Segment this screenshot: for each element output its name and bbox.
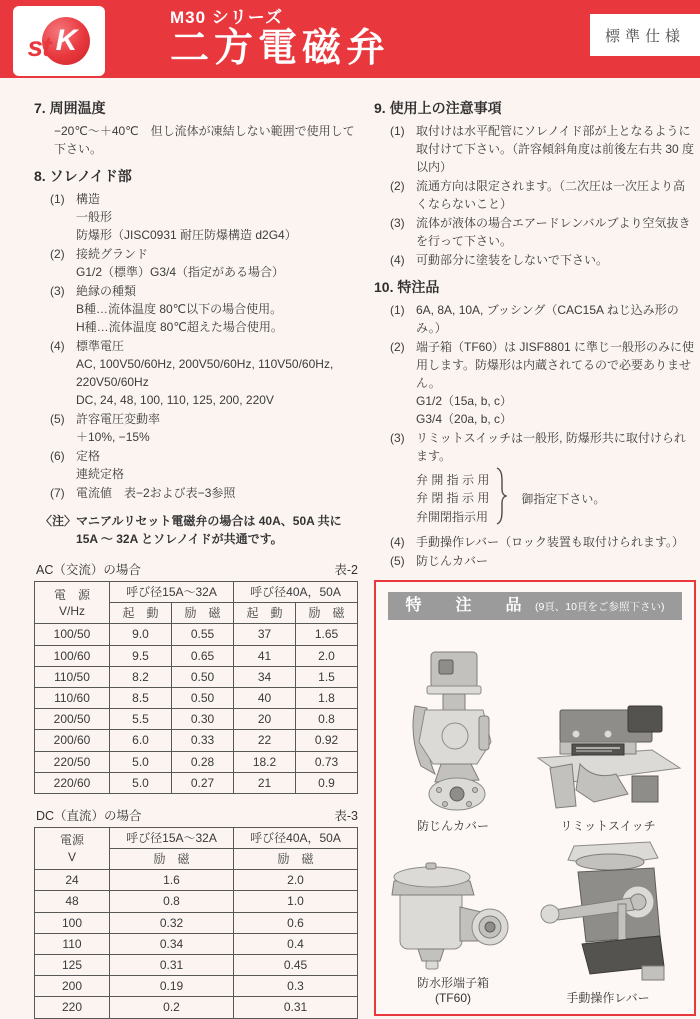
row-header-cell: 110/60 <box>35 687 110 708</box>
list-item <box>390 177 696 213</box>
value-cell: 0.34 <box>110 933 234 954</box>
item-subline: ＋10%, −15% <box>76 430 150 444</box>
list-item <box>50 447 358 483</box>
item-number: (5) <box>50 412 65 426</box>
special-order-list <box>374 301 696 570</box>
item-subline: AC, 100V50/60Hz, 200V50/60Hz, 110V50/60Hz, 220V50/60Hz <box>76 357 334 389</box>
col-header-source: 電源 V <box>35 827 110 869</box>
col-header-inrush: 起 動 <box>234 603 296 624</box>
table-row <box>35 709 358 730</box>
value-cell: 40 <box>234 687 296 708</box>
item-body <box>416 338 696 428</box>
page-content <box>0 78 700 1019</box>
table-row <box>35 751 358 772</box>
table-row <box>35 912 358 933</box>
item-text: 手動操作レバー（ロック装置も取付けられます。） <box>416 535 684 549</box>
item-subline: DC, 24, 48, 100, 110, 125, 200, 220V <box>76 393 274 407</box>
table-row <box>35 772 358 793</box>
value-cell: 0.31 <box>110 955 234 976</box>
row-header-cell: 100 <box>35 912 110 933</box>
logo-k-mark-icon: K <box>42 17 90 65</box>
value-cell: 6.0 <box>110 730 172 751</box>
row-header-cell: 100/60 <box>35 645 110 666</box>
item-text: 構造 <box>76 192 101 206</box>
manual-lever-photo-illustration <box>534 840 682 988</box>
list-item <box>390 251 696 269</box>
item-text: 標準電圧 <box>76 339 125 353</box>
value-cell: 0.8 <box>296 709 358 730</box>
photo-caption: リミットスイッチ <box>560 819 656 834</box>
item-text: 定格 <box>76 449 101 463</box>
photo-grid <box>388 628 682 1006</box>
item-subline: G3/4（20a, b, c） <box>416 412 513 426</box>
limit-switch-photo-illustration <box>532 698 684 816</box>
photo-terminal-box <box>388 834 518 1006</box>
value-cell: 0.45 <box>234 955 358 976</box>
company-logo <box>13 6 105 76</box>
value-cell: 18.2 <box>234 751 296 772</box>
item-body <box>76 282 358 336</box>
value-cell: 1.65 <box>296 624 358 645</box>
table-row <box>35 624 358 645</box>
value-cell: 0.6 <box>234 912 358 933</box>
value-cell: 0.65 <box>172 645 234 666</box>
item-number: (2) <box>50 247 65 261</box>
value-cell: 0.28 <box>172 751 234 772</box>
row-header-cell: 100/50 <box>35 624 110 645</box>
table-number-tag: 表-3 <box>334 808 358 823</box>
section-heading: 7. 周囲温度 <box>34 100 106 116</box>
item-body <box>416 533 696 551</box>
col-header-holding: 励 磁 <box>234 849 358 870</box>
item-subline: G1/2（15a, b, c） <box>416 394 513 408</box>
photo-limit-switch <box>532 628 684 834</box>
row-header-cell: 24 <box>35 870 110 891</box>
indicator-option-lines <box>416 471 489 527</box>
table-row <box>35 891 358 912</box>
item-subline: 一般形 <box>76 210 113 224</box>
value-cell: 5.5 <box>110 709 172 730</box>
dc-current-table <box>34 827 358 1019</box>
item-text: 取付けは水平配管にソレノイド部が上となるように取付けて下さい。（許容傾斜角度は前後左右共 30 度以内） <box>416 124 695 174</box>
item-subline: 防爆形（JISC0931 耐圧防爆構造 d2G4） <box>76 228 297 242</box>
table-row <box>35 933 358 954</box>
col-group-15-32: 呼び径15A〜32A <box>110 827 234 848</box>
row-header-cell: 125 <box>35 955 110 976</box>
item-text: 可動部分に塗装をしないで下さい。 <box>416 253 609 267</box>
item-number: (3) <box>390 431 405 445</box>
standard-spec-badge: 標準仕様 <box>590 14 700 56</box>
section-heading: 10. 特注品 <box>374 279 440 295</box>
series-label: M30 シリーズ <box>170 8 283 27</box>
value-cell: 0.19 <box>110 976 234 997</box>
item-subline: B種…流体温度 80℃以下の場合使用。 <box>76 302 283 316</box>
value-cell: 0.31 <box>234 997 358 1018</box>
photo-caption: 防水形端子箱 (TF60) <box>416 976 489 1006</box>
value-cell: 1.0 <box>234 891 358 912</box>
value-cell: 0.50 <box>172 666 234 687</box>
list-item <box>50 484 358 502</box>
row-header-cell: 220/50 <box>35 751 110 772</box>
value-cell: 0.9 <box>296 772 358 793</box>
special-products-photo-box <box>374 580 696 1016</box>
item-body <box>76 410 358 446</box>
item-text: 端子箱（TF60）は JISF8801 に準じ一般形のみに使用します。防爆形は内蔵されてるので必要ありません。 <box>416 340 695 390</box>
value-cell: 37 <box>234 624 296 645</box>
section-usage-precautions <box>374 98 696 269</box>
row-header-cell: 110 <box>35 933 110 954</box>
item-text: 防じんカバー <box>416 554 489 568</box>
ac-current-table-block <box>34 560 358 794</box>
value-cell: 0.8 <box>110 891 234 912</box>
value-cell: 0.33 <box>172 730 234 751</box>
item-body <box>416 301 696 337</box>
col-header-inrush: 起 動 <box>110 603 172 624</box>
item-number: (1) <box>390 303 405 317</box>
table-caption: AC（交流）の場合 表-2 <box>36 560 358 578</box>
item-body <box>416 251 696 269</box>
item-body <box>76 190 358 244</box>
precaution-list <box>374 122 696 269</box>
col-group-15-32: 呼び径15A〜32A <box>110 582 234 603</box>
photo-caption: 防じんカバー <box>416 819 489 834</box>
value-cell: 0.55 <box>172 624 234 645</box>
col-header-source: 電 源 V/Hz <box>35 582 110 624</box>
list-item <box>50 190 358 244</box>
value-cell: 8.5 <box>110 687 172 708</box>
item-text: 流体が液体の場合エアードレンバルブより空気抜きを行って下さい。 <box>416 216 691 248</box>
table-caption: DC（直流）の場合 表-3 <box>36 806 358 824</box>
row-header-cell: 200/60 <box>35 730 110 751</box>
list-item <box>390 552 696 570</box>
right-column <box>374 90 696 1019</box>
photo-caption: 手動操作レバー <box>566 991 650 1006</box>
row-header-cell: 200/50 <box>35 709 110 730</box>
item-number: (1) <box>50 192 65 206</box>
item-text: リミットスイッチは一般形, 防爆形共に取付けられます。 <box>416 431 686 463</box>
valve-indicator-options <box>416 467 696 530</box>
item-body <box>76 447 358 483</box>
list-item <box>50 410 358 446</box>
list-item <box>50 245 358 281</box>
value-cell: 41 <box>234 645 296 666</box>
value-cell: 5.0 <box>110 772 172 793</box>
section-heading: 9. 使用上の注意事項 <box>374 100 502 116</box>
item-number: (6) <box>50 449 65 463</box>
logo-st-text: st <box>27 31 51 62</box>
header-band <box>0 0 700 78</box>
item-text: 6A, 8A, 10A, ブッシング（CAC15A ねじ込み形のみ。） <box>416 303 679 335</box>
value-cell: 0.2 <box>110 997 234 1018</box>
value-cell: 0.92 <box>296 730 358 751</box>
dc-current-table-block <box>34 806 358 1019</box>
photo-manual-lever <box>532 834 684 1006</box>
indicator-option: 弁 閉 指 示 用 <box>416 491 490 506</box>
item-body <box>416 214 696 250</box>
item-number: (2) <box>390 179 405 193</box>
value-cell: 20 <box>234 709 296 730</box>
value-cell: 34 <box>234 666 296 687</box>
value-cell: 0.32 <box>110 912 234 933</box>
list-item <box>50 337 358 409</box>
col-header-holding: 励 磁 <box>110 849 234 870</box>
table-row <box>35 645 358 666</box>
value-cell: 0.27 <box>172 772 234 793</box>
left-column <box>34 90 358 1019</box>
item-text: 許容電圧変動率 <box>76 412 161 426</box>
value-cell: 9.0 <box>110 624 172 645</box>
value-cell: 8.2 <box>110 666 172 687</box>
col-header-holding: 励 磁 <box>296 603 358 624</box>
item-body <box>416 122 696 176</box>
col-group-40-50: 呼び径40A，50A <box>234 827 358 848</box>
list-item <box>390 301 696 337</box>
dust-cover-photo-illustration <box>401 646 505 816</box>
list-item <box>390 429 696 532</box>
row-header-cell: 200 <box>35 976 110 997</box>
table-row <box>35 687 358 708</box>
value-cell: 0.3 <box>234 976 358 997</box>
list-item <box>390 214 696 250</box>
item-text: 電流値 表−2および表−3参照 <box>76 486 236 500</box>
indicator-note: 御指定下さい。 <box>521 491 606 506</box>
list-item <box>50 282 358 336</box>
item-text: 絶縁の種類 <box>76 284 137 298</box>
col-group-40-50: 呼び径40A，50A <box>234 582 358 603</box>
item-body <box>76 337 358 409</box>
value-cell: 2.0 <box>234 870 358 891</box>
table-row <box>35 976 358 997</box>
item-body <box>76 484 358 502</box>
item-subline: H種…流体温度 80℃超えた場合使用。 <box>76 320 283 334</box>
item-body <box>76 245 358 281</box>
photo-dust-cover <box>388 628 518 834</box>
page-title: 二方電磁弁 <box>170 27 391 70</box>
value-cell: 21 <box>234 772 296 793</box>
value-cell: 22 <box>234 730 296 751</box>
table-row <box>35 870 358 891</box>
indicator-option: 弁 開 指 示 用 <box>416 472 490 487</box>
value-cell: 0.50 <box>172 687 234 708</box>
section-body-text: −20℃〜＋40℃ 但し流体が凍結しない範囲で使用して下さい。 <box>54 124 355 156</box>
value-cell: 0.73 <box>296 751 358 772</box>
brace-icon <box>495 467 507 530</box>
item-text: 接続グランド <box>76 247 149 261</box>
item-number: (4) <box>390 253 405 267</box>
row-header-cell: 220/60 <box>35 772 110 793</box>
table-number-tag: 表-2 <box>334 563 358 577</box>
item-number: (2) <box>390 340 405 354</box>
item-number: (3) <box>50 284 65 298</box>
item-number: (3) <box>390 216 405 230</box>
solenoid-spec-list <box>34 190 358 502</box>
value-cell: 0.30 <box>172 709 234 730</box>
section-special-order-items <box>374 277 696 570</box>
section-solenoid <box>34 166 358 502</box>
list-item <box>390 338 696 428</box>
item-text: 流通方向は限定されます。（二次圧は一次圧より高くならないこと） <box>416 179 686 211</box>
table-row <box>35 730 358 751</box>
manual-reset-note: 〈注〉 マニアルリセット電磁弁の場合は 40A、50A 共に 15A 〜 32A とソレノイドが共通です。 <box>40 514 342 546</box>
col-header-holding: 励 磁 <box>172 603 234 624</box>
table-row <box>35 955 358 976</box>
value-cell: 1.5 <box>296 666 358 687</box>
item-subline: G1/2（標準）G3/4（指定がある場合） <box>76 265 285 279</box>
row-header-cell: 220 <box>35 997 110 1018</box>
section-heading: 8. ソレノイド部 <box>34 168 132 184</box>
value-cell: 1.6 <box>110 870 234 891</box>
value-cell: 9.5 <box>110 645 172 666</box>
row-header-cell: 110/50 <box>35 666 110 687</box>
row-header-cell: 48 <box>35 891 110 912</box>
item-number: (7) <box>50 486 65 500</box>
value-cell: 0.4 <box>234 933 358 954</box>
photo-box-header: 特 注 品 (9頁、10頁をご参照下さい) <box>388 592 682 620</box>
title-block <box>170 3 390 68</box>
item-number: (1) <box>390 124 405 138</box>
table-row <box>35 666 358 687</box>
item-body <box>416 177 696 213</box>
list-item <box>390 122 696 176</box>
item-number: (5) <box>390 554 405 568</box>
value-cell: 1.8 <box>296 687 358 708</box>
item-body <box>416 552 696 570</box>
value-cell: 5.0 <box>110 751 172 772</box>
item-number: (4) <box>390 535 405 549</box>
item-number: (4) <box>50 339 65 353</box>
ac-current-table <box>34 581 358 794</box>
indicator-option: 弁開閉指示用 <box>416 509 489 524</box>
value-cell: 2.0 <box>296 645 358 666</box>
item-body <box>416 429 696 532</box>
item-subline: 連続定格 <box>76 467 125 481</box>
terminal-box-photo-illustration <box>388 861 518 973</box>
section-ambient-temperature <box>34 98 358 158</box>
table-row <box>35 997 358 1018</box>
list-item <box>390 533 696 551</box>
